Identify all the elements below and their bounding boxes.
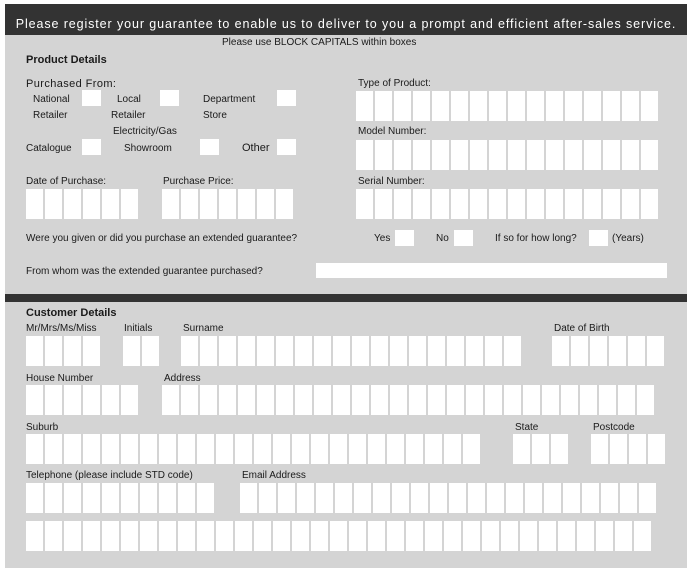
initials-label: Initials — [124, 323, 153, 334]
suburb-label: Suburb — [26, 422, 59, 433]
initials-field[interactable] — [123, 336, 161, 366]
char-box[interactable] — [235, 521, 252, 551]
char-box[interactable] — [295, 385, 312, 415]
char-box[interactable] — [257, 336, 274, 366]
char-box[interactable] — [316, 483, 333, 513]
char-box[interactable] — [504, 336, 521, 366]
char-box[interactable] — [563, 483, 580, 513]
char-box[interactable] — [140, 521, 157, 551]
char-box[interactable] — [565, 140, 582, 170]
char-box[interactable] — [648, 434, 665, 464]
char-box[interactable] — [463, 434, 480, 464]
char-box[interactable] — [466, 385, 483, 415]
char-box[interactable] — [83, 483, 100, 513]
char-box[interactable] — [451, 91, 468, 121]
char-box[interactable] — [390, 336, 407, 366]
char-box[interactable] — [413, 140, 430, 170]
char-box[interactable] — [102, 189, 119, 219]
char-box[interactable] — [428, 385, 445, 415]
char-box[interactable] — [178, 521, 195, 551]
char-box[interactable] — [278, 483, 295, 513]
char-box[interactable] — [83, 189, 100, 219]
national-retailer-checkbox[interactable] — [82, 90, 101, 106]
char-box[interactable] — [216, 434, 233, 464]
char-box[interactable] — [45, 521, 62, 551]
char-box[interactable] — [273, 521, 290, 551]
char-box[interactable] — [123, 336, 140, 366]
yes-checkbox[interactable] — [395, 230, 414, 246]
char-box[interactable] — [466, 336, 483, 366]
char-box[interactable] — [561, 385, 578, 415]
char-box[interactable] — [451, 189, 468, 219]
char-box[interactable] — [64, 521, 81, 551]
char-box[interactable] — [501, 521, 518, 551]
char-box[interactable] — [413, 91, 430, 121]
no-checkbox[interactable] — [454, 230, 473, 246]
char-box[interactable] — [373, 483, 390, 513]
char-box[interactable] — [314, 385, 331, 415]
char-box[interactable] — [273, 434, 290, 464]
char-box[interactable] — [444, 434, 461, 464]
char-box[interactable] — [197, 521, 214, 551]
purchase-price-label: Purchase Price: — [163, 176, 234, 187]
char-box[interactable] — [584, 140, 601, 170]
char-box[interactable] — [102, 434, 119, 464]
char-box[interactable] — [197, 483, 214, 513]
email-field-continued[interactable] — [26, 521, 653, 551]
char-box[interactable] — [591, 434, 608, 464]
char-box[interactable] — [406, 521, 423, 551]
purchased-from-label: Purchased From: — [26, 78, 117, 90]
other-checkbox[interactable] — [277, 139, 296, 155]
char-box[interactable] — [489, 140, 506, 170]
department-store-label-2: Store — [203, 110, 227, 121]
char-box[interactable] — [26, 385, 43, 415]
address-field[interactable] — [162, 385, 656, 415]
title-label: Mr/Mrs/Ms/Miss — [26, 323, 97, 334]
char-box[interactable] — [375, 189, 392, 219]
char-box[interactable] — [276, 189, 293, 219]
state-label: State — [515, 422, 539, 433]
char-box[interactable] — [352, 385, 369, 415]
char-box[interactable] — [349, 434, 366, 464]
char-box[interactable] — [121, 483, 138, 513]
char-box[interactable] — [121, 385, 138, 415]
char-box[interactable] — [356, 140, 373, 170]
char-box[interactable] — [470, 140, 487, 170]
char-box[interactable] — [102, 483, 119, 513]
char-box[interactable] — [45, 434, 62, 464]
char-box[interactable] — [142, 336, 159, 366]
char-box[interactable] — [406, 434, 423, 464]
char-box[interactable] — [121, 521, 138, 551]
char-box[interactable] — [349, 521, 366, 551]
char-box[interactable] — [582, 483, 599, 513]
char-box[interactable] — [413, 189, 430, 219]
char-box[interactable] — [590, 336, 607, 366]
char-box[interactable] — [140, 483, 157, 513]
char-box[interactable] — [197, 434, 214, 464]
char-box[interactable] — [181, 189, 198, 219]
char-box[interactable] — [580, 385, 597, 415]
char-box[interactable] — [628, 336, 645, 366]
char-box[interactable] — [240, 483, 257, 513]
char-box[interactable] — [159, 483, 176, 513]
department-store-label: Department — [203, 94, 256, 105]
char-box[interactable] — [292, 521, 309, 551]
char-box[interactable] — [371, 336, 388, 366]
char-box[interactable] — [447, 336, 464, 366]
electricity-gas-label: Electricity/Gas — [113, 126, 177, 137]
char-box[interactable] — [571, 336, 588, 366]
char-box[interactable] — [26, 336, 43, 366]
char-box[interactable] — [200, 336, 217, 366]
char-box[interactable] — [83, 521, 100, 551]
char-box[interactable] — [432, 189, 449, 219]
model-number-field[interactable] — [356, 140, 660, 170]
char-box[interactable] — [26, 483, 43, 513]
char-box[interactable] — [520, 521, 537, 551]
char-box[interactable] — [432, 140, 449, 170]
suburb-field[interactable] — [26, 434, 482, 464]
local-retailer-label: Local — [117, 94, 141, 105]
char-box[interactable] — [468, 483, 485, 513]
char-box[interactable] — [311, 521, 328, 551]
char-box[interactable] — [297, 483, 314, 513]
title-field[interactable] — [26, 336, 102, 366]
char-box[interactable] — [432, 91, 449, 121]
char-box[interactable] — [482, 521, 499, 551]
char-box[interactable] — [577, 521, 594, 551]
char-box[interactable] — [489, 91, 506, 121]
char-box[interactable] — [584, 189, 601, 219]
catalogue-checkbox[interactable] — [82, 139, 101, 155]
char-box[interactable] — [257, 385, 274, 415]
char-box[interactable] — [599, 385, 616, 415]
char-box[interactable] — [311, 434, 328, 464]
char-box[interactable] — [330, 521, 347, 551]
char-box[interactable] — [45, 385, 62, 415]
char-box[interactable] — [637, 385, 654, 415]
char-box[interactable] — [527, 189, 544, 219]
char-box[interactable] — [83, 385, 100, 415]
char-box[interactable] — [565, 91, 582, 121]
char-box[interactable] — [200, 385, 217, 415]
char-box[interactable] — [200, 189, 217, 219]
char-box[interactable] — [45, 189, 62, 219]
char-box[interactable] — [552, 336, 569, 366]
char-box[interactable] — [641, 189, 658, 219]
yes-label: Yes — [374, 233, 391, 244]
char-box[interactable] — [601, 483, 618, 513]
char-box[interactable] — [428, 336, 445, 366]
char-box[interactable] — [392, 483, 409, 513]
char-box[interactable] — [551, 434, 568, 464]
house-number-label: House Number — [26, 373, 94, 384]
char-box[interactable] — [489, 189, 506, 219]
product-details-title: Product Details — [26, 54, 107, 66]
char-box[interactable] — [409, 385, 426, 415]
postcode-field[interactable] — [591, 434, 667, 464]
char-box[interactable] — [527, 91, 544, 121]
char-box[interactable] — [430, 483, 447, 513]
char-box[interactable] — [485, 336, 502, 366]
char-box[interactable] — [162, 189, 179, 219]
char-box[interactable] — [647, 336, 664, 366]
char-box[interactable] — [352, 336, 369, 366]
char-box[interactable] — [584, 91, 601, 121]
char-box[interactable] — [387, 434, 404, 464]
char-box[interactable] — [487, 483, 504, 513]
char-box[interactable] — [527, 140, 544, 170]
char-box[interactable] — [463, 521, 480, 551]
char-box[interactable] — [64, 336, 81, 366]
char-box[interactable] — [394, 91, 411, 121]
char-box[interactable] — [83, 336, 100, 366]
char-box[interactable] — [235, 434, 252, 464]
char-box[interactable] — [219, 189, 236, 219]
char-box[interactable] — [64, 385, 81, 415]
char-box[interactable] — [178, 434, 195, 464]
char-box[interactable] — [523, 385, 540, 415]
char-box[interactable] — [368, 434, 385, 464]
char-box[interactable] — [26, 434, 43, 464]
char-box[interactable] — [257, 189, 274, 219]
char-box[interactable] — [330, 434, 347, 464]
char-box[interactable] — [238, 385, 255, 415]
char-box[interactable] — [64, 434, 81, 464]
type-of-product-field[interactable] — [356, 91, 660, 121]
char-box[interactable] — [603, 140, 620, 170]
char-box[interactable] — [162, 385, 179, 415]
char-box[interactable] — [394, 189, 411, 219]
purchase-price-field[interactable] — [162, 189, 295, 219]
char-box[interactable] — [409, 336, 426, 366]
char-box[interactable] — [375, 140, 392, 170]
other-label: Other — [242, 142, 270, 154]
char-box[interactable] — [641, 91, 658, 121]
department-store-checkbox[interactable] — [277, 90, 296, 106]
char-box[interactable] — [295, 336, 312, 366]
customer-details-title: Customer Details — [26, 307, 117, 319]
char-box[interactable] — [314, 336, 331, 366]
char-box[interactable] — [335, 483, 352, 513]
char-box[interactable] — [485, 385, 502, 415]
char-box[interactable] — [641, 140, 658, 170]
char-box[interactable] — [45, 336, 62, 366]
char-box[interactable] — [216, 521, 233, 551]
char-box[interactable] — [449, 483, 466, 513]
email-field[interactable] — [240, 483, 658, 513]
national-retailer-label: National — [33, 94, 70, 105]
char-box[interactable] — [447, 385, 464, 415]
char-box[interactable] — [83, 434, 100, 464]
char-box[interactable] — [368, 521, 385, 551]
section-divider — [5, 294, 687, 302]
char-box[interactable] — [504, 385, 521, 415]
char-box[interactable] — [292, 434, 309, 464]
char-box[interactable] — [371, 385, 388, 415]
char-box[interactable] — [181, 385, 198, 415]
house-number-field[interactable] — [26, 385, 140, 415]
char-box[interactable] — [254, 521, 271, 551]
char-box[interactable] — [178, 483, 195, 513]
char-box[interactable] — [565, 189, 582, 219]
char-box[interactable] — [425, 434, 442, 464]
how-long-label: If so for how long? — [495, 233, 577, 244]
char-box[interactable] — [544, 483, 561, 513]
address-label: Address — [164, 373, 201, 384]
model-number-label: Model Number: — [358, 126, 427, 137]
date-of-purchase-label: Date of Purchase: — [26, 176, 107, 187]
char-box[interactable] — [546, 140, 563, 170]
national-retailer-label-2: Retailer — [33, 110, 68, 121]
state-field[interactable] — [513, 434, 570, 464]
char-box[interactable] — [238, 336, 255, 366]
char-box[interactable] — [390, 385, 407, 415]
char-box[interactable] — [451, 140, 468, 170]
char-box[interactable] — [622, 189, 639, 219]
banner-text: Please register your guarantee to enable us to deliver to you a prompt and efficient after-sales service. — [15, 17, 677, 31]
block-capitals-note: Please use BLOCK CAPITALS within boxes — [222, 37, 417, 48]
serial-number-field[interactable] — [356, 189, 660, 219]
telephone-label: Telephone (please include STD code) — [26, 470, 193, 481]
char-box[interactable] — [603, 189, 620, 219]
header-banner — [5, 4, 687, 36]
char-box[interactable] — [622, 91, 639, 121]
char-box[interactable] — [425, 521, 442, 551]
showroom-checkbox[interactable] — [200, 139, 219, 155]
char-box[interactable] — [470, 189, 487, 219]
char-box[interactable] — [525, 483, 542, 513]
char-box[interactable] — [64, 189, 81, 219]
no-label: No — [436, 233, 449, 244]
char-box[interactable] — [45, 483, 62, 513]
char-box[interactable] — [513, 434, 530, 464]
char-box[interactable] — [356, 91, 373, 121]
telephone-field[interactable] — [26, 483, 216, 513]
char-box[interactable] — [219, 385, 236, 415]
years-label: (Years) — [612, 233, 644, 244]
char-box[interactable] — [508, 189, 525, 219]
char-box[interactable] — [159, 521, 176, 551]
surname-label: Surname — [183, 323, 224, 334]
char-box[interactable] — [26, 521, 43, 551]
years-input[interactable] — [589, 230, 608, 246]
char-box[interactable] — [333, 336, 350, 366]
char-box[interactable] — [356, 189, 373, 219]
local-retailer-checkbox[interactable] — [160, 90, 179, 106]
char-box[interactable] — [532, 434, 549, 464]
char-box[interactable] — [354, 483, 371, 513]
char-box[interactable] — [254, 434, 271, 464]
char-box[interactable] — [615, 521, 632, 551]
char-box[interactable] — [411, 483, 428, 513]
char-box[interactable] — [634, 521, 651, 551]
char-box[interactable] — [159, 434, 176, 464]
char-box[interactable] — [596, 521, 613, 551]
char-box[interactable] — [506, 483, 523, 513]
char-box[interactable] — [470, 91, 487, 121]
char-box[interactable] — [610, 434, 627, 464]
char-box[interactable] — [387, 521, 404, 551]
char-box[interactable] — [276, 336, 293, 366]
char-box[interactable] — [609, 336, 626, 366]
char-box[interactable] — [618, 385, 635, 415]
char-box[interactable] — [639, 483, 656, 513]
char-box[interactable] — [219, 336, 236, 366]
from-whom-input[interactable] — [316, 263, 667, 278]
from-whom-label: From whom was the extended guarantee purchased? — [26, 266, 263, 277]
char-box[interactable] — [333, 385, 350, 415]
char-box[interactable] — [622, 140, 639, 170]
char-box[interactable] — [620, 483, 637, 513]
char-box[interactable] — [102, 521, 119, 551]
char-box[interactable] — [539, 521, 556, 551]
char-box[interactable] — [558, 521, 575, 551]
char-box[interactable] — [542, 385, 559, 415]
char-box[interactable] — [26, 189, 43, 219]
local-retailer-label-2: Retailer — [111, 110, 146, 121]
surname-field[interactable] — [181, 336, 523, 366]
postcode-label: Postcode — [593, 422, 635, 433]
char-box[interactable] — [140, 434, 157, 464]
char-box[interactable] — [64, 483, 81, 513]
char-box[interactable] — [508, 140, 525, 170]
showroom-label: Showroom — [124, 143, 172, 154]
char-box[interactable] — [238, 189, 255, 219]
char-box[interactable] — [121, 434, 138, 464]
char-box[interactable] — [276, 385, 293, 415]
char-box[interactable] — [546, 189, 563, 219]
date-of-birth-label: Date of Birth — [554, 323, 610, 334]
email-label: Email Address — [242, 470, 306, 481]
char-box[interactable] — [444, 521, 461, 551]
char-box[interactable] — [375, 91, 392, 121]
char-box[interactable] — [546, 91, 563, 121]
catalogue-label: Catalogue — [26, 143, 72, 154]
char-box[interactable] — [181, 336, 198, 366]
extended-guarantee-question: Were you given or did you purchase an extended guarantee? — [26, 233, 298, 244]
type-of-product-label: Type of Product: — [358, 78, 431, 89]
char-box[interactable] — [603, 91, 620, 121]
serial-number-label: Serial Number: — [358, 176, 425, 187]
char-box[interactable] — [629, 434, 646, 464]
date-of-purchase-field[interactable] — [26, 189, 140, 219]
char-box[interactable] — [102, 385, 119, 415]
char-box[interactable] — [508, 91, 525, 121]
char-box[interactable] — [394, 140, 411, 170]
char-box[interactable] — [121, 189, 138, 219]
char-box[interactable] — [259, 483, 276, 513]
date-of-birth-field[interactable] — [552, 336, 666, 366]
